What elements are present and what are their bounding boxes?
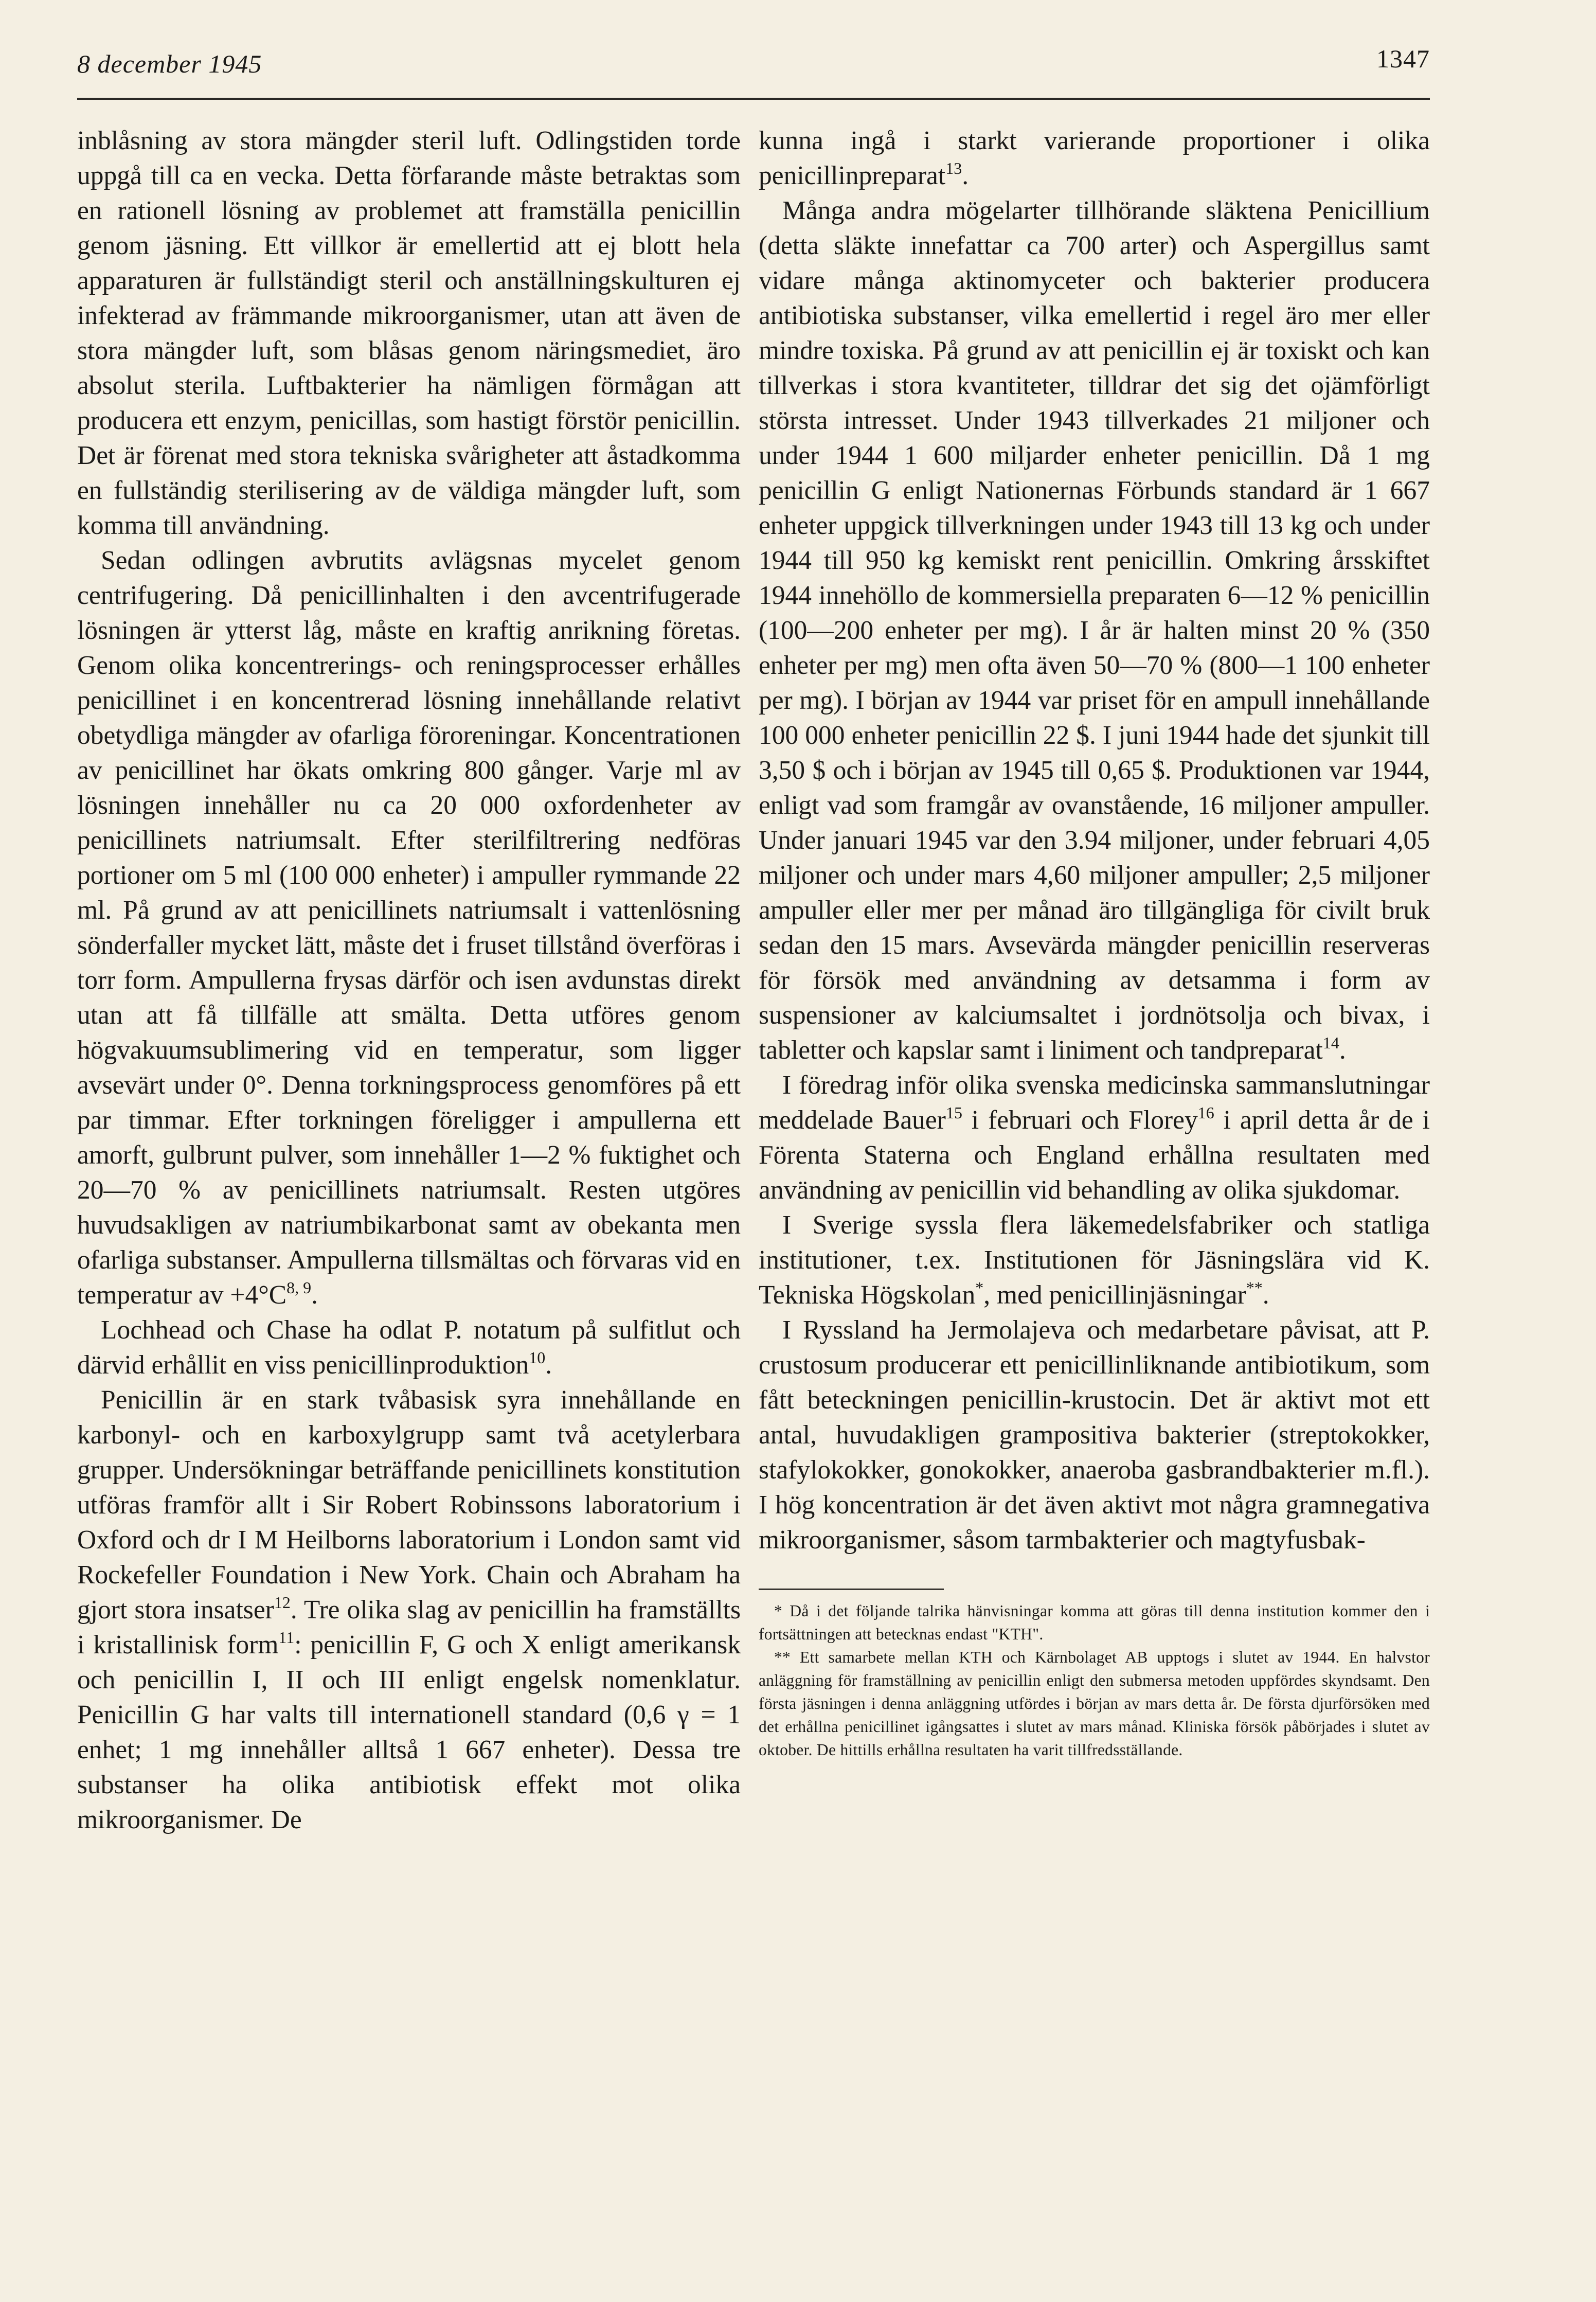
left-paragraph-4-text-b: . Tre olika slag av penicillin ha framställts i kristallinisk form (77, 1595, 741, 1659)
left-paragraph-2-text: Sedan odlingen avbrutits avlägsnas mycelet genom centrifugering. Då penicillinhalten i den avcentrifugerade lösningen är ytterst låg, måste en kraftig anrikning företas. Genom olika koncentrerings- och reningsprocesser erhålles penicillinet i en koncentrerad lösning innehållande relativt obetydliga mängder av ofarliga föroreningar. Koncentrationen av penicillinet har ökats omkring 800 gånger. Varje ml av lösningen innehåller nu ca 20 000 oxfordenheter av penicillinets natriumsalt. Efter sterilfiltrering nedföras portioner om 5 ml (100 000 enheter) i ampuller rymmande 22 ml. På grund av att penicillinets natriumsalt i vattenlösning sönderfaller mycket lätt, måste det i fruset tillstånd överföras i torr form. Ampullerna frysas därför och isen avdunstas direkt utan att få tillfälle att smälta. Detta utföres genom högvakuumsublimering vid en temperatur, som ligger avsevärt under 0°. Denna torkningsprocess genomföres på ett par timmar. Efter torkningen föreligger i ampullerna ett amorft, gulbrunt pulver, som innehåller 1—2 % fuktighet och 20—70 % av penicillinets natriumsalt. Resten utgöres huvudsakligen av natriumbikarbonat samt av obekanta men ofarliga substanser. Ampullerna tillsmältas och förvaras vid en temperatur av +4°C (77, 546, 741, 1310)
right-paragraph-2-text: Många andra mögelarter tillhörande släktena Penicillium (detta släkte innefattar ca 700 arter) och Aspergillus samt vidare många aktinomyceter och bakterier producera antibiotiska substanser, vilka emellertid i regel äro mer eller mindre toxiska. På grund av att penicillin ej är toxiskt och kan tillverkas i stora kvantiteter, tilldrar det sig det ojämförligt största intresset. Under 1943 tillverkades 21 miljoner och under 1944 1 600 miljarder enheter penicillin. Då 1 mg penicillin G enligt Nationernas Förbunds standard är 1 667 enheter uppgick tillverkningen under 1943 till 13 kg och under 1944 till 950 kg kemiskt rent penicillin. Omkring årsskiftet 1944 innehöllo de kommersiella preparaten 6—12 % penicillin (100—200 enheter per mg). I år är halten minst 20 % (350 enheter per mg) men ofta även 50—70 % (800—1 100 enheter per mg). I början av 1944 var priset för en ampull innehållande 100 000 enheter penicillin 22 $. I juni 1944 hade det sjunkit till 3,50 $ och i början av 1945 till 0,65 $. Produktionen var 1944, enligt vad som framgår av ovanstående, 16 miljoner ampuller. Under januari 1945 var den 3.94 miljoner, under februari 4,05 miljoner och under mars 4,60 miljoner ampuller; 2,5 miljoner ampuller eller mer per månad äro tillgängliga för civilt bruk sedan den 15 mars. Avsevärda mängder penicillin reserveras för försök med användning av detsamma i form av suspensioner av kalciumsaltet i jordnötsolja och bivax, i tabletter och kapslar samt i liniment och tandpreparat (759, 196, 1430, 1065)
right-paragraph-3-text-a: I föredrag inför olika svenska medicinska sammanslutningar meddelade Bauer (759, 1070, 1430, 1135)
right-paragraph-1-text: kunna ingå i starkt varierande proportioner i olika penicillinpreparat (759, 126, 1430, 190)
right-paragraph-5: I Ryssland ha Jermolajeva och medarbetare påvisat, att P. crustosum producerar ett penicillinliknande antibiotikum, som fått beteckningen penicillin-krustocin. Det är aktivt mot ett antal, huvudakligen grampositiva bakterier (streptokokker, stafylokokker, gonokokker, anaeroba gasbrandbakterier m.fl.). I hög koncentration är det även aktivt mot några gramnegativa mikroorganismer, såsom tarmbakterier och magtyfusbak- (759, 1315, 1430, 1555)
issue-date: 8 december 1945 (77, 49, 262, 78)
page-header (77, 44, 1430, 90)
footnotes (759, 1599, 1430, 1761)
footnote-1: * Då i det följande talrika hänvisningar komma att göras till denna institution kommer den i fortsättningen att betecknas endast "KTH". (759, 1602, 1430, 1643)
reference-15: 15 (945, 1103, 962, 1122)
reference-16: 16 (1197, 1103, 1214, 1122)
right-paragraph-4-text-a: I Sverige syssla flera läkemedelsfabriker och statliga institutioner, t.ex. Institutionen för Jäsningslära vid K. Tekniska Högskolan (759, 1210, 1430, 1310)
left-paragraph-1: inblåsning av stora mängder steril luft. Odlingstiden torde uppgå till ca en vecka. Detta förfarande måste betraktas som en rationell lösning av problemet att framställa penicillin genom jäsning. Ett villkor är emellertid att ej blott hela apparaturen är fullständigt steril och anställningskulturen ej infekterad av främmande mikroorganismer, utan att även de stora mängder luft, som blåsas genom näringsmediet, äro absolut sterila. Luftbakterier ha nämligen förmågan att producera ett enzym, penicillas, som hastigt förstör penicillin. Det är förenat med stora tekniska svårigheter att åstadkomma en fullständig sterilisering av de väldiga mängder luft, som komma till användning. (77, 126, 741, 540)
right-paragraph-3-text-c: i april detta år de i Förenta Staterna och England erhållna resultaten med användning av penicillin vid behandling av olika sjukdomar. (759, 1105, 1430, 1205)
footnote-2: ** Ett samarbete mellan KTH och Kärnbolaget AB upptogs i slutet av 1944. En halvstor anläggning för framställning av penicillin enligt den submersa metoden uppfördes skyndsamt. Den första jäsningen i denna anläggning utfördes i början av mars detta år. De första djurförsöken med det erhållna penicillinet igångsattes i slutet av mars månad. Kliniska försök påbörjades i slutet av oktober. De hittills erhållna resultaten ha varit tillfredsställande. (759, 1648, 1430, 1759)
right-paragraph-2: Många andra mögelarter tillhörande släktena Penicillium (detta släkte innefattar ca 700 arter) och Aspergillus samt vidare många aktinomyceter och bakterier producera antibiotiska substanser, vilka emellertid i regel äro mer eller mindre toxiska. På grund av att penicillin ej är toxiskt och kan tillverkas i stora kvantiteter, tilldrar det sig det ojämförligt största intresset. Under 1943 tillverkades 21 miljoner och under 1944 1 600 miljarder enheter penicillin. Då 1 mg penicillin G enligt Nationernas Förbunds standard är 1 667 enheter uppgick tillverkningen under 1943 till 13 kg och under 1944 till 950 kg kemiskt rent penicillin. Omkring årsskiftet 1944 innehöllo de kommersiella preparaten 6—12 % penicillin (100—200 enheter per mg). I år är halten minst 20 % (350 enheter per mg) men ofta även 50—70 % (800—1 100 enheter per mg). I början av 1944 var priset för en ampull innehållande 100 000 enheter penicillin 22 $. I juni 1944 hade det sjunkit till 3,50 $ och i början av 1945 till 0,65 $. Produktionen var 1944, enligt vad som framgår av ovanstående, 16 miljoner ampuller. Under januari 1945 var den 3.94 miljoner, under februari 4,05 miljoner och under mars 4,60 miljoner ampuller; 2,5 miljoner ampuller eller mer per månad äro tillgängliga för civilt bruk sedan den 15 mars. Avsevärda mängder penicillin reserveras för försök med användning av detsamma i form av suspensioner av kalciumsaltet i jordnötsolja och bivax, i tabletter och kapslar samt i liniment och tandpreparat$^{14}$. (759, 196, 1430, 1065)
footnote-marker-2: ** (1246, 1278, 1263, 1297)
left-paragraph-3-text: Lochhead och Chase ha odlat P. notatum på sulfitlut och därvid erhållit en viss penicillinproduktion (77, 1315, 741, 1380)
footnote-marker-1: * (975, 1278, 984, 1297)
left-paragraph-3: Lochhead och Chase ha odlat P. notatum på sulfitlut och därvid erhållit en viss penicillinproduktion$^{10}$. (77, 1315, 741, 1380)
reference-12: 12 (274, 1593, 291, 1612)
header-rule (77, 98, 1430, 100)
reference-11: 11 (278, 1628, 295, 1647)
left-paragraph-4 (77, 1383, 741, 1837)
right-paragraph-1: kunna ingå i starkt varierande proportioner i olika penicillinpreparat$^{13}$. (759, 126, 1430, 190)
right-column (759, 123, 1430, 1761)
left-paragraph-2: Sedan odlingen avbrutits avlägsnas mycelet genom centrifugering. Då penicillinhalten i den avcentrifugerade lösningen är ytterst låg, måste en kraftig anrikning företas. Genom olika koncentrerings- och reningsprocesser erhålles penicillinet i en koncentrerad lösning innehållande relativt obetydliga mängder av ofarliga föroreningar. Koncentrationen av penicillinet har ökats omkring 800 gånger. Varje ml av lösningen innehåller nu ca 20 000 oxfordenheter av penicillinets natriumsalt. Efter sterilfiltrering nedföras portioner om 5 ml (100 000 enheter) i ampuller rymmande 22 ml. På grund av att penicillinets natriumsalt i vattenlösning sönderfaller mycket lätt, måste det i fruset tillstånd överföras i torr form. Ampullerna frysas därför och isen avdunstas direkt utan att få tillfälle att smälta. Detta utföres genom högvakuumsublimering vid en temperatur, som ligger avsevärt under 0°. Denna torkningsprocess genomföres på ett par timmar. Efter torkningen föreligger i ampullerna ett amorft, gulbrunt pulver, som innehåller 1—2 % fuktighet och 20—70 % av penicillinets natriumsalt. Resten utgöres huvudsakligen av natriumbikarbonat samt av obekanta men ofarliga substanser. Ampullerna tillsmältas och förvaras vid en temperatur av $+4^\circ C^{8, 9}$. (77, 546, 741, 1310)
reference-10: 10 (529, 1348, 546, 1367)
reference-14: 14 (1322, 1033, 1339, 1052)
reference-8-9: 8, 9 (286, 1278, 312, 1297)
right-paragraph-3-text-b: i februari och Florey (962, 1105, 1198, 1135)
left-column (77, 123, 741, 1837)
footnote-rule (759, 1589, 944, 1590)
page-number: 1347 (1376, 44, 1430, 73)
reference-13: 13 (945, 159, 962, 177)
right-paragraph-4-text-b: , med penicillinjäsningar (983, 1280, 1246, 1310)
right-paragraph-3 (759, 1068, 1430, 1208)
right-paragraph-4: I Sverige syssla flera läkemedelsfabriker och statliga institutioner, t.ex. Institutionen för Jäsningslära vid K. Tekniska Högskolan*, med penicillinjäsningar**. (759, 1210, 1430, 1310)
left-paragraph-4-text-c: : penicillin F, G och X enligt amerikansk och penicillin I, II och III enligt engelsk nomenklatur. Penicillin G har valts till internationell standard (0,6 γ = 1 enhet; 1 mg innehåller alltså 1 667 enheter). Dessa tre substanser ha olika antibiotisk effekt mot olika mikroorganismer. De (77, 1630, 741, 1834)
left-paragraph-4-text-a: Penicillin är en stark tvåbasisk syra innehållande en karbonyl- och en karboxylgrupp samt två acetylerbara grupper. Undersökningar beträffande penicillinets konstitution utföras framför allt i Sir Robert Robinssons laboratorium i Oxford och dr I M Heilborns laboratorium i London samt vid Rockefeller Foundation i New York. Chain och Abraham ha gjort stora insatser (77, 1385, 741, 1625)
